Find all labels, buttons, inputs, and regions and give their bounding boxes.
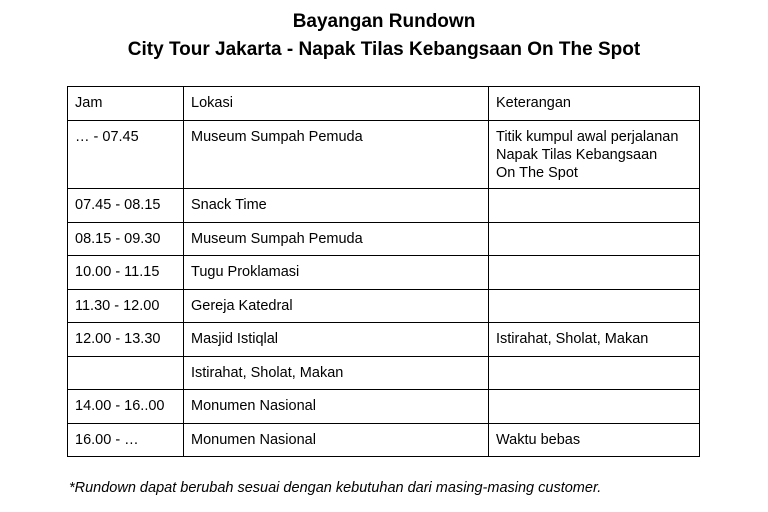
- cell-lokasi: Museum Sumpah Pemuda: [184, 121, 489, 189]
- footnote: *Rundown dapat berubah sesuai dengan kebutuhan dari masing-masing customer.: [69, 480, 602, 496]
- page-title: Bayangan Rundown: [292, 11, 476, 32]
- cell-jam: 07.45 - 08.15: [68, 189, 184, 223]
- table-header-row: [68, 87, 700, 121]
- cell-keterangan: [489, 222, 700, 256]
- table-row: [68, 189, 700, 223]
- table-row: [68, 356, 700, 390]
- cell-keterangan: Istirahat, Sholat, Makan: [489, 323, 700, 357]
- cell-lokasi: Masjid Istiqlal: [184, 323, 489, 357]
- cell-lokasi: Istirahat, Sholat, Makan: [184, 356, 489, 390]
- cell-lokasi: Tugu Proklamasi: [184, 256, 489, 290]
- rundown-table: [67, 86, 700, 457]
- cell-jam: 11.30 - 12.00: [68, 289, 184, 323]
- cell-keterangan: [489, 289, 700, 323]
- table-row: [68, 390, 700, 424]
- page-subtitle: City Tour Jakarta - Napak Tilas Kebangsaan On The Spot: [127, 39, 641, 60]
- cell-jam: [68, 356, 184, 390]
- cell-jam: … - 07.45: [68, 121, 184, 189]
- table-row: [68, 256, 700, 290]
- header-keterangan: Keterangan: [489, 87, 700, 121]
- cell-keterangan: Waktu bebas: [489, 423, 700, 457]
- cell-lokasi: Monumen Nasional: [184, 390, 489, 424]
- cell-jam: 10.00 - 11.15: [68, 256, 184, 290]
- cell-jam: 08.15 - 09.30: [68, 222, 184, 256]
- table-row: [68, 222, 700, 256]
- table-row: [68, 423, 700, 457]
- cell-jam: 12.00 - 13.30: [68, 323, 184, 357]
- cell-jam: 14.00 - 16..00: [68, 390, 184, 424]
- cell-keterangan: [489, 189, 700, 223]
- table-row: [68, 289, 700, 323]
- table-row: [68, 121, 700, 189]
- cell-keterangan: Titik kumpul awal perjalanan Napak Tilas Kebangsaan On The Spot: [489, 121, 700, 189]
- header-jam: Jam: [68, 87, 184, 121]
- header-lokasi: Lokasi: [184, 87, 489, 121]
- cell-lokasi: Monumen Nasional: [184, 423, 489, 457]
- cell-lokasi: Snack Time: [184, 189, 489, 223]
- cell-keterangan: [489, 256, 700, 290]
- cell-jam: 16.00 - …: [68, 423, 184, 457]
- cell-keterangan: [489, 390, 700, 424]
- table-row: [68, 323, 700, 357]
- cell-lokasi: Gereja Katedral: [184, 289, 489, 323]
- cell-lokasi: Museum Sumpah Pemuda: [184, 222, 489, 256]
- cell-keterangan: [489, 356, 700, 390]
